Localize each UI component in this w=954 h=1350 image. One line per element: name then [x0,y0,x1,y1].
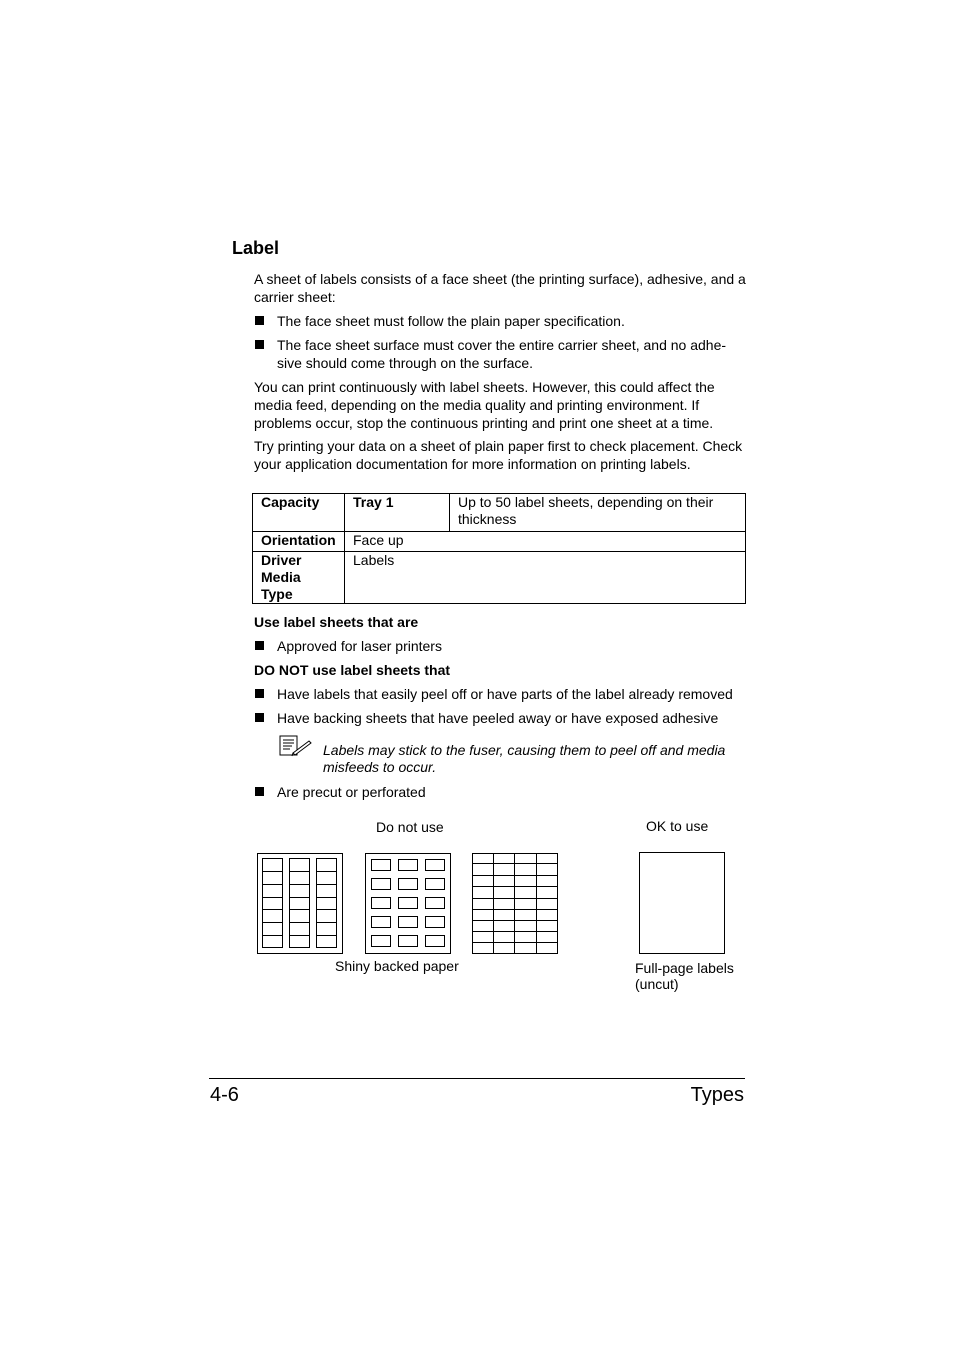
driver-label-line1: Driver [261,552,302,568]
list-item-text: Have labels that easily peel off or have parts of the label already removed [277,686,733,702]
shiny-backed-caption: Shiny backed paper [335,958,459,974]
table-row [253,532,746,552]
table-row [253,494,746,532]
list-item-text: The face sheet surface must cover the entire carrier sheet, and no adhe-sive should come through on the surface. [277,337,727,371]
full-page-caption-line1: Full-page labels [635,960,734,976]
list-item [255,783,745,801]
square-bullet-icon [255,641,264,650]
list-item [255,709,745,727]
list-item [255,637,745,655]
orientation-label: Orientation [253,532,345,552]
section-heading: Label [232,238,280,258]
spec-table [252,493,746,604]
list-item-text: Are precut or perforated [277,784,426,800]
capacity-value: Up to 50 label sheets, depending on their thickness [450,494,746,532]
label-sheet-vertical-strips [257,853,343,954]
full-page-caption-line2: (uncut) [635,976,679,992]
square-bullet-icon [255,713,264,722]
driver-label-line2: Media Type [261,569,301,602]
orientation-value: Face up [345,532,746,552]
footer-rule [209,1078,745,1079]
section-name: Types [690,1084,744,1106]
list-item-text: Approved for laser printers [277,638,442,654]
label-sheet-grid [472,853,558,954]
ok-to-use-caption: OK to use [646,818,709,834]
list-item [255,336,745,372]
label-sheet-separated-labels [365,853,451,954]
capacity-label: Capacity [253,494,345,532]
list-item [255,312,745,330]
square-bullet-icon [255,689,264,698]
use-heading: Use label sheets that are [254,614,419,630]
continuous-paragraph: You can print continuously with label sheets. However, this could affect the media feed, depending on the media quality and printing environment. If problems occur, stop the continuous printing and print one sheet at a time. [254,379,715,431]
tray-label: Tray 1 [345,494,450,532]
donot-heading: DO NOT use label sheets that [254,662,451,678]
page-number: 4-6 [210,1084,239,1106]
full-page-caption [635,960,734,992]
list-item [255,685,745,703]
square-bullet-icon [255,787,264,796]
list-item-text: Have backing sheets that have peeled away or have exposed adhesive [277,710,719,726]
note-icon [279,735,313,757]
try-paragraph: Try printing your data on a sheet of plain paper first to check placement. Check your application documentation for more information on printing labels. [254,438,743,472]
driver-media-type-label [253,552,345,604]
table-row [253,552,746,604]
full-page-label-sheet [639,852,725,954]
intro-paragraph: A sheet of labels consists of a face sheet (the printing surface), adhesive, and a carrier sheet: [254,271,746,305]
driver-value: Labels [345,552,746,604]
note-text: Labels may stick to the fuser, causing them to peel off and media misfeeds to occur. [323,742,726,775]
square-bullet-icon [255,340,264,349]
list-item-text: The face sheet must follow the plain paper specification. [277,313,625,329]
do-not-use-caption: Do not use [376,819,444,835]
square-bullet-icon [255,316,264,325]
